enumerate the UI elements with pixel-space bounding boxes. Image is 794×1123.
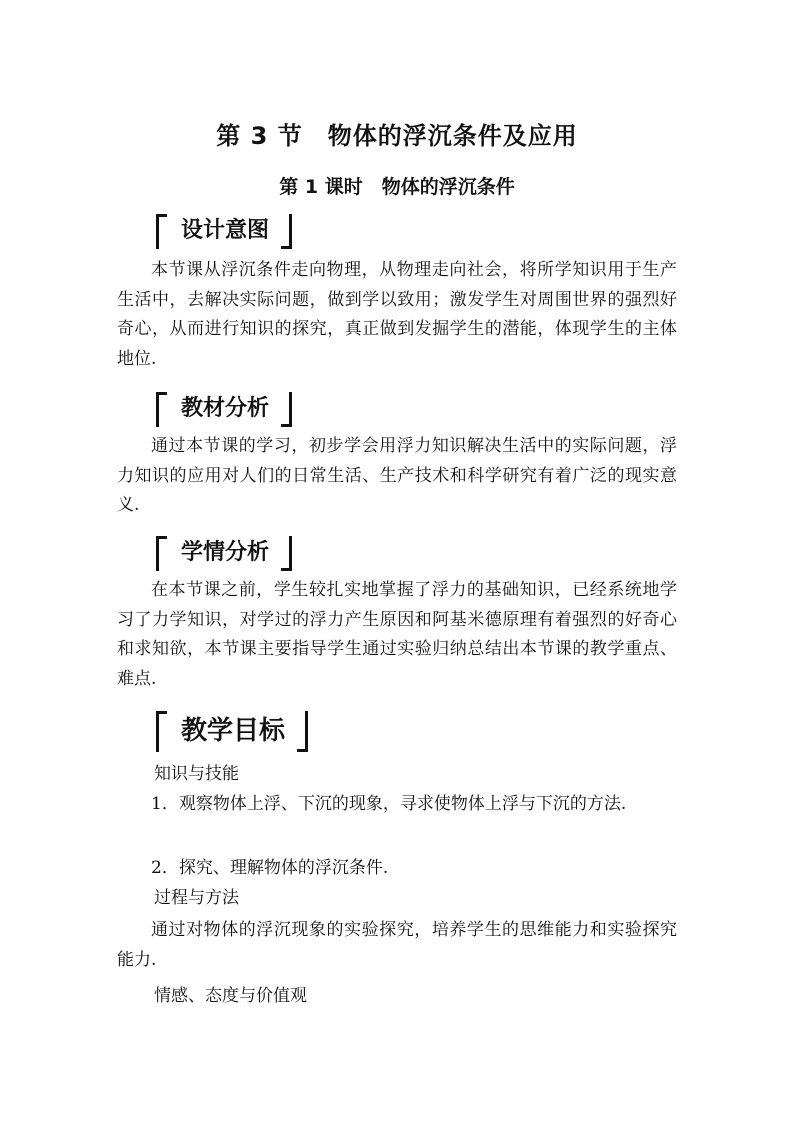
section-heading-text: 学情分析 [181,540,270,565]
section-heading-text: 教学目标 [181,716,286,746]
goal-item-2: 2．探究、理解物体的浮沉条件. [151,858,389,878]
bracket-left [156,711,167,752]
goal-text-process: 通过对物体的浮沉现象的实验探究，培养学生的思维能力和实验探究能力. [117,920,677,970]
section-text-material: 通过本节课的学习，初步学会用浮力知识解决生活中的实际问题，浮力知识的应用对人们的日常生活、生产技术和科学研究有着广泛的现实意义. [117,436,677,515]
bracket-left [156,536,167,571]
goal-label-knowledge: 知识与技能 [154,764,239,784]
goal-label-emotion: 情感、态度与价值观 [154,986,307,1006]
section-heading-student [156,536,292,570]
bracket-left [156,214,167,249]
section-heading-goals [156,710,308,752]
goal-item-1: 1．观察物体上浮、下沉的现象，寻求使物体上浮与下沉的方法. [151,794,627,814]
section-heading-material [156,392,292,426]
section-text-student: 在本节课之前，学生较扎实地掌握了浮力的基础知识，已经系统地学习了力学知识，对学过的浮力产生原因和阿基米德原理有着强烈的好奇心和求知欲，本节课主要指导学生通过实验归纳总结出本节课的教学重点、难点. [117,580,677,689]
page-title: 第 3 节 物体的浮沉条件及应用 [216,122,578,150]
bracket-left [156,392,167,427]
section-text-design: 本节课从浮沉条件走向物理，从物理走向社会，将所学知识用于生产生活中，去解决实际问题，做到学以致用；激发学生对周围世界的强烈好奇心，从而进行知识的探究，真正做到发掘学生的潜能，体现学生的主体地位. [117,260,677,369]
section-heading-design [156,214,292,248]
bracket-right [281,392,292,427]
lesson-subtitle: 第 1 课时 物体的浮沉条件 [279,176,515,198]
section-heading-text: 教材分析 [181,396,270,421]
section-heading-text: 设计意图 [181,218,270,243]
bracket-right [297,711,308,752]
goal-label-process: 过程与方法 [154,888,239,908]
bracket-right [281,214,292,249]
bracket-right [281,536,292,571]
